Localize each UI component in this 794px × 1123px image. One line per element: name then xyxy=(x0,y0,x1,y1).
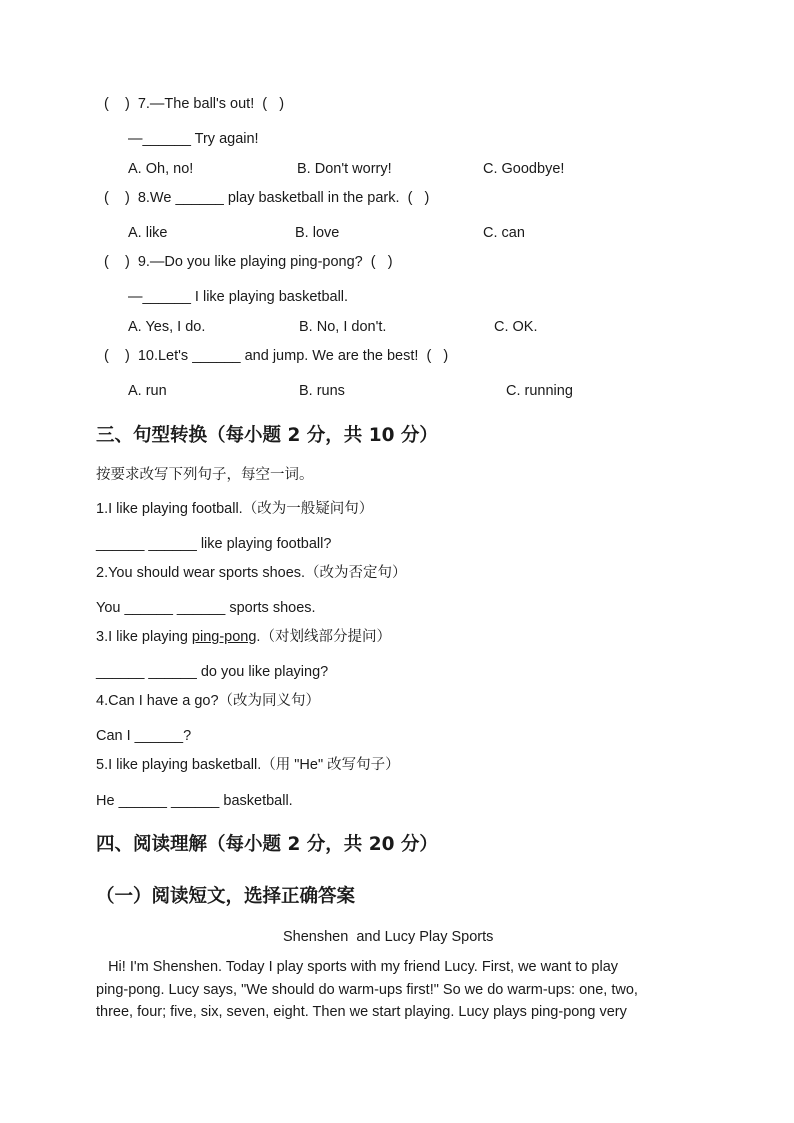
q7-option-c: C. Goodbye! xyxy=(483,161,565,177)
s3-q5-answer: He ______ ______ basketball. xyxy=(96,793,293,809)
s3-q3-answer: ______ ______ do you like playing? xyxy=(96,664,329,680)
s3-q1-answer: ______ ______ like playing football? xyxy=(96,536,332,552)
q8-option-b: B. love xyxy=(295,225,340,241)
s3-q2-answer: You ______ ______ sports shoes. xyxy=(96,600,316,616)
q9-answer-line: —______ I like playing basketball. xyxy=(128,289,349,305)
passage-line-3: three, four; five, six, seven, eight. Then we start playing. Lucy plays ping-pong very xyxy=(96,1004,627,1020)
q9-option-c: C. OK. xyxy=(494,319,538,335)
q10-option-a: A. run xyxy=(128,383,167,399)
s3-q3-suffix: .（对划线部分提问） xyxy=(256,629,391,645)
q8-stem: ( ) 8.We ______ play basketball in the park. ( ) xyxy=(104,190,430,206)
q9-stem: ( ) 9.—Do you like playing ping-pong? ( ) xyxy=(104,254,393,270)
s3-q3-text xyxy=(96,628,391,646)
q10-option-b: B. runs xyxy=(299,383,345,399)
q7-option-a: A. Oh, no! xyxy=(128,161,194,177)
passage-line-1: Hi! I'm Shenshen. Today I play sports with my friend Lucy. First, we want to play xyxy=(96,959,619,975)
s3-q2-text: 2.You should wear sports shoes.（改为否定句） xyxy=(96,565,407,581)
section3-title: 三、句型转换（每小题 2 分，共 10 分） xyxy=(96,425,438,446)
q8-option-a: A. like xyxy=(128,225,168,241)
q7-answer-line: —______ Try again! xyxy=(128,131,259,147)
section3-instruction: 按要求改写下列句子，每空一词。 xyxy=(96,467,314,483)
section4-title: 四、阅读理解（每小题 2 分，共 20 分） xyxy=(96,834,438,855)
q9-option-a: A. Yes, I do. xyxy=(128,319,206,335)
s3-q1-text: 1.I like playing football.（改为一般疑问句） xyxy=(96,501,374,517)
q9-option-b: B. No, I don't. xyxy=(299,319,387,335)
s3-q3-underlined-word: ping-pong xyxy=(191,629,257,645)
q7-option-b: B. Don't worry! xyxy=(297,161,392,177)
q10-stem: ( ) 10.Let's ______ and jump. We are the best! ( ) xyxy=(104,348,449,364)
q7-stem: ( ) 7.—The ball's out! ( ) xyxy=(104,96,285,112)
section4-subtitle: （一）阅读短文，选择正确答案 xyxy=(96,886,356,907)
s3-q4-text: 4.Can I have a go?（改为同义句） xyxy=(96,693,321,709)
s3-q3-prefix: 3.I like playing xyxy=(96,629,192,645)
q8-option-c: C. can xyxy=(483,225,525,241)
passage-line-2: ping-pong. Lucy says, "We should do warm-ups first!" So we do warm-ups: one, two, xyxy=(96,982,638,998)
s3-q4-answer: Can I ______? xyxy=(96,728,192,744)
s3-q5-text: 5.I like playing basketball.（用 "He" 改写句子） xyxy=(96,757,400,773)
q10-option-c: C. running xyxy=(506,383,573,399)
passage-title: Shenshen and Lucy Play Sports xyxy=(283,929,494,945)
